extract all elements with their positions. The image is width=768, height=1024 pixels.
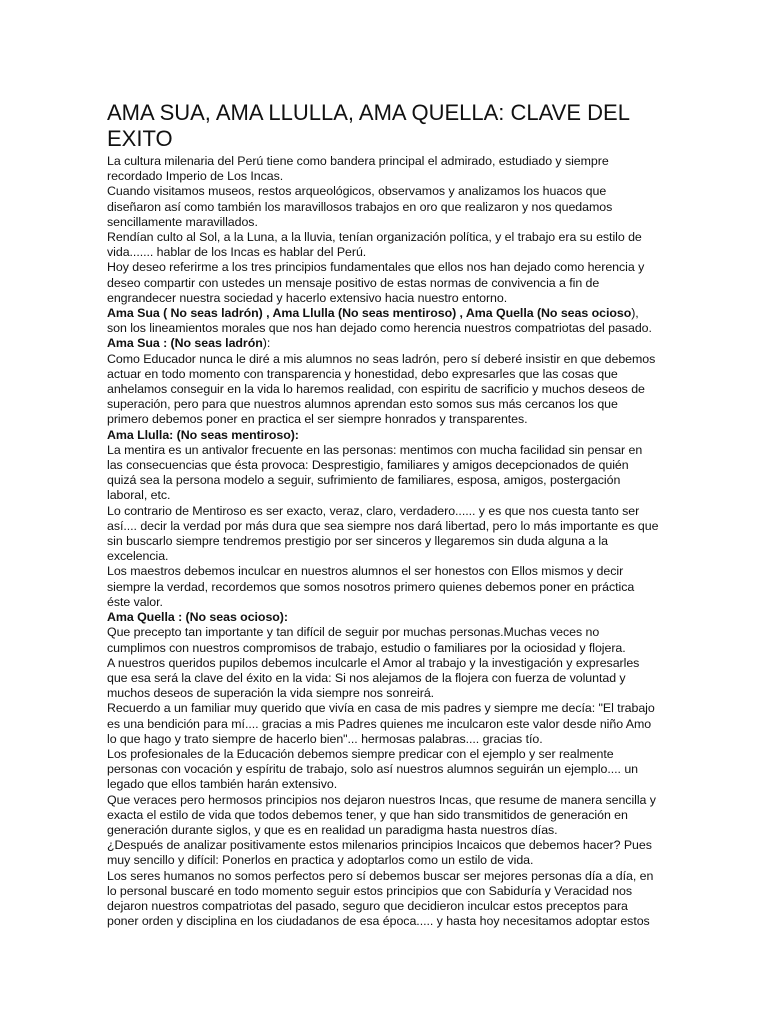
paragraph-intro: La cultura milenaria del Perú tiene como bandera principal el admirado, estudiado y siempre recordado Imperio de Los Incas.	[107, 154, 609, 184]
paragraph-contrario: Lo contrario de Mentiroso es ser exacto, veraz, claro, verdadero...... y es que nos cuesta tanto ser así.... decir la verdad por más dura que sea siempre nos dará libertad, pero lo más importante es que sin buscarlo siempre tendremos prestigio por ser sinceros y llegaremos sin duda alguna a la excelencia.	[107, 503, 659, 564]
heading-ama-sua-bold: Ama Sua : (No seas ladrón	[107, 336, 263, 351]
paragraph-museums: Cuando visitamos museos, restos arqueológicos, observamos y analizamos los huacos que diseñaron así como también los maravillosos trabajos en oro que realizaron y nos quedamos sencillamente maravillados.	[107, 184, 613, 229]
paragraph-culto: Rendían culto al Sol, a la Luna, a la lluvia, tenían organización política, y el trabajo era su estilo de vida....... hablar de los Incas es hablar del Perú.	[107, 230, 642, 260]
paragraph-mentira: La mentira es un antivalor frecuente en las personas: mentimos con mucha facilidad sin pensar en las consecuencias que ésta provoca: Desprestigio, familiares y amigos decepcionados de quién quizá sea la persona modelo a seguir, sufrimiento de familiares, esposa, amigos, postergación laboral, etc.	[107, 442, 643, 503]
principles-bold-text: Ama Sua ( No seas ladrón) , Ama Llulla (No seas mentiroso) , Ama Quella (No seas ocioso	[107, 306, 632, 321]
heading-ama-llulla: Ama Llulla: (No seas mentiroso):	[107, 427, 299, 442]
principles-rest-text: ), son los lineamientos morales que nos han dejado como herencia nuestros compatriotas del pasado.	[107, 306, 652, 336]
heading-ama-sua	[107, 336, 659, 351]
heading-ama-quella: Ama Quella : (No seas ocioso):	[107, 610, 288, 625]
paragraph-principios: Hoy deseo referirme a los tres principios fundamentales que ellos nos han dejado como herencia y deseo compartir con ustedes un mensaje positivo de estas normas de convivencia a fin de engrandecer nuestra sociedad y hacerlo extensivo hacia nuestro entorno.	[107, 260, 645, 305]
paragraph-seres-humanos: Los seres humanos no somos perfectos pero sí debemos buscar ser mejores personas día a día, en lo personal buscaré en todo momento seguir estos principios que con Sabiduría y Veracidad nos dejaron nuestros compatriotas del pasado, seguro que decidieron inculcar estos preceptos para poner orden y disciplina en los ciudadanos de esa época..... y hasta hoy necesitamos adoptar estos	[107, 868, 654, 929]
paragraph-veraces: Que veraces pero hermosos principios nos dejaron nuestros Incas, que resume de manera sencilla y exacta el estilo de vida que todos debemos tener, y que han sido transmitidos de generación en generación durante siglos, y que es en realidad un paradigma hasta nuestros días.	[107, 792, 656, 837]
article-title: AMA SUA, AMA LLULLA, AMA QUELLA: CLAVE DEL EXITO	[107, 100, 630, 151]
paragraph-three-principles	[107, 306, 659, 336]
paragraph-maestros: Los maestros debemos inculcar en nuestros alumnos el ser honestos con Ellos mismos y decir siempre la verdad, recordemos que somos nosotros primero quienes debemos poner en práctica éste valor.	[107, 564, 635, 609]
paragraph-familiar: Recuerdo a un familiar muy querido que vivía en casa de mis padres y siempre me decía: "El trabajo es una bendición para mí.... gracias a mis Padres quienes me inculcaron este valor desde niño Amo lo que hago y trato siempre de hacerlo bien"... hermosas palabras.... gracias tío.	[107, 701, 655, 746]
heading-ama-sua-rest: ):	[262, 336, 271, 351]
paragraph-precepto: Que precepto tan importante y tan difícil de seguir por muchas personas.Muchas veces no cumplimos con nuestros compromisos de trabajo, estudio o familiares por la ociosidad y flojera.	[107, 625, 626, 655]
article-body	[107, 100, 659, 929]
paragraph-profesionales: Los profesionales de la Educación debemos siempre predicar con el ejemplo y ser realmente personas con vocación y espíritu de trabajo, solo así nuestros alumnos seguirán un ejemplo.... un legado que ellos también harán extensivo.	[107, 746, 639, 792]
paragraph-despues: ¿Después de analizar positivamente estos milenarios principios Incaicos que debemos hacer? Pues muy sencillo y difícil: Ponerlos en practica y adoptarlos como un estilo de vida.	[107, 838, 652, 868]
paragraph-pupilos: A nuestros queridos pupilos debemos inculcarle el Amor al trabajo y la investigación y expresarles que esa será la clave del éxito en la vida: Si nos alejamos de la flojera con fuerza de voluntad y muchos deseos de superación la vida siempre nos sonreirá.	[107, 655, 640, 701]
paragraph-educador: Como Educador nunca le diré a mis alumnos no seas ladrón, pero sí deberé insistir en que debemos actuar en todo momento con transparencia y honestidad, debo expresarles que las cosas que anhelamos conseguir en la vida lo haremos realidad, con espiritu de sacrificio y muchos deseos de superación, pero para que nuestros alumnos aprendan esto somos sus más cercanos los que primero debemos poner en practica el ser siempre honrados y transparentes.	[107, 351, 656, 427]
